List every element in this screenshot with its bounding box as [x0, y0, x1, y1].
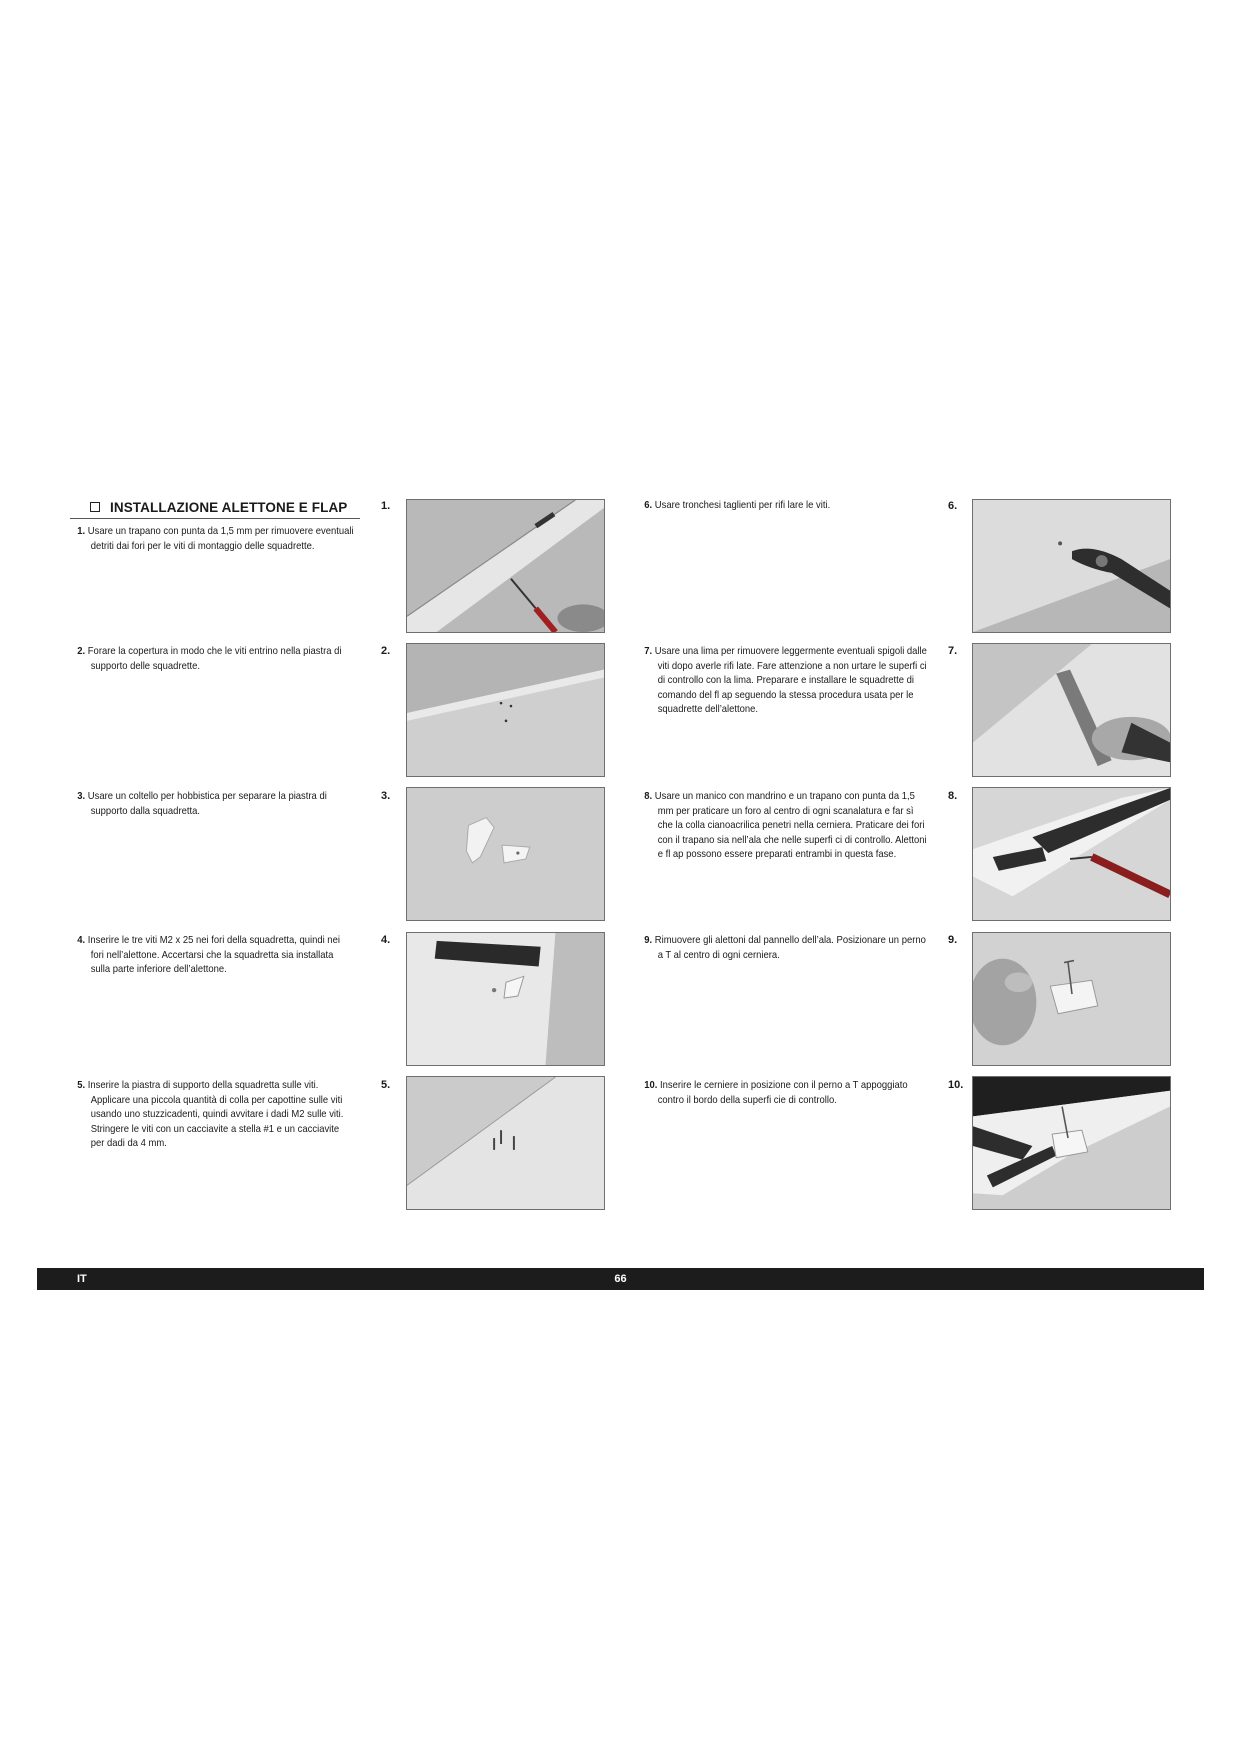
- figure-label-3: 3.: [381, 790, 391, 802]
- step-1: 1. Usare un trapano con punta da 1,5 mm per rimuovere eventuali detriti dai fori per le viti di montaggio delle squadrette.: [77, 525, 354, 552]
- step-4: 4. Inserire le tre viti M2 x 25 nei fori della squadretta, quindi nei fori nell’alettone. Accertarsi che la squadretta sia installata sulla parte inferiore dell’alettone.: [77, 934, 340, 975]
- checkbox-icon: [90, 502, 100, 512]
- step-7: 7. Usare una lima per rimuovere leggermente eventuali spigoli dalle viti dopo averle rifi late. Fare attenzione a non urtare le superfi ci di controllo con la lima. Preparare e installare le squadrette di comando del fl ap seguendo la stessa procedura usata per le squadrette dell’alettone.: [644, 645, 927, 715]
- page-number: 66: [614, 1273, 627, 1285]
- step-9: 9. Rimuovere gli alettoni dal pannello dell’ala. Posizionare un perno a T al centro di ogni cerniera.: [644, 934, 926, 961]
- cutters-photo: [972, 499, 1171, 633]
- step-2: 2. Forare la copertura in modo che le viti entrino nella piastra di supporto delle squadrette.: [77, 645, 342, 672]
- aileron-horn-photo: [406, 932, 605, 1066]
- step-5: 5. Inserire la piastra di supporto della squadretta sulle viti. Applicare una piccola quantità di colla per capottine sulle viti usando uno stuzzicadenti, quindi avvitare i dadi M2 sulle viti. Stringere le viti con un cacciavite a stella #1 e un cacciavite per dadi da 4 mm.: [77, 1079, 344, 1149]
- figure-label-9: 9.: [948, 934, 958, 946]
- figure-label-4: 4.: [381, 934, 391, 946]
- section-title-text: INSTALLAZIONE ALETTONE E FLAP: [110, 499, 348, 515]
- file-photo: [972, 643, 1171, 777]
- hinge-insert-photo: [972, 1076, 1171, 1210]
- figure-label-2: 2.: [381, 645, 391, 657]
- section-title: [70, 496, 360, 519]
- screws-photo: [406, 1076, 605, 1210]
- step-3: 3. Usare un coltello per hobbistica per separare la piastra di supporto dalla squadretta.: [77, 790, 327, 817]
- footer-bar: [37, 1268, 1204, 1290]
- figure-label-7: 7.: [948, 645, 958, 657]
- figure-label-8: 8.: [948, 790, 958, 802]
- holes-photo: [406, 643, 605, 777]
- step-8: 8. Usare un manico con mandrino e un trapano con punta da 1,5 mm per praticare un foro al centro di ogni scanalatura e far sì che la colla cianoacrilica penetri nella cerniera. Praticare dei fori con il trapano sia nell’ala che nelle superfi ci di controllo. Alettoni e fl ap possono essere preparati entrambi in questa fase.: [644, 790, 927, 860]
- step-10: 10. Inserire le cerniere in posizione con il perno a T appoggiato contro il bordo della superfi cie di controllo.: [644, 1079, 908, 1106]
- drill-photo: [406, 499, 605, 633]
- figure-label-5: 5.: [381, 1079, 391, 1091]
- figure-label-10: 10.: [948, 1079, 964, 1091]
- control-horn-photo: [406, 787, 605, 921]
- step-6: 6. Usare tronchesi taglienti per rifi lare le viti.: [644, 499, 831, 511]
- pin-vise-photo: [972, 787, 1171, 921]
- figure-label-6: 6.: [948, 500, 958, 512]
- hinge-pin-photo: [972, 932, 1171, 1066]
- footer-language: IT: [77, 1273, 87, 1285]
- figure-label-1: 1.: [381, 500, 391, 512]
